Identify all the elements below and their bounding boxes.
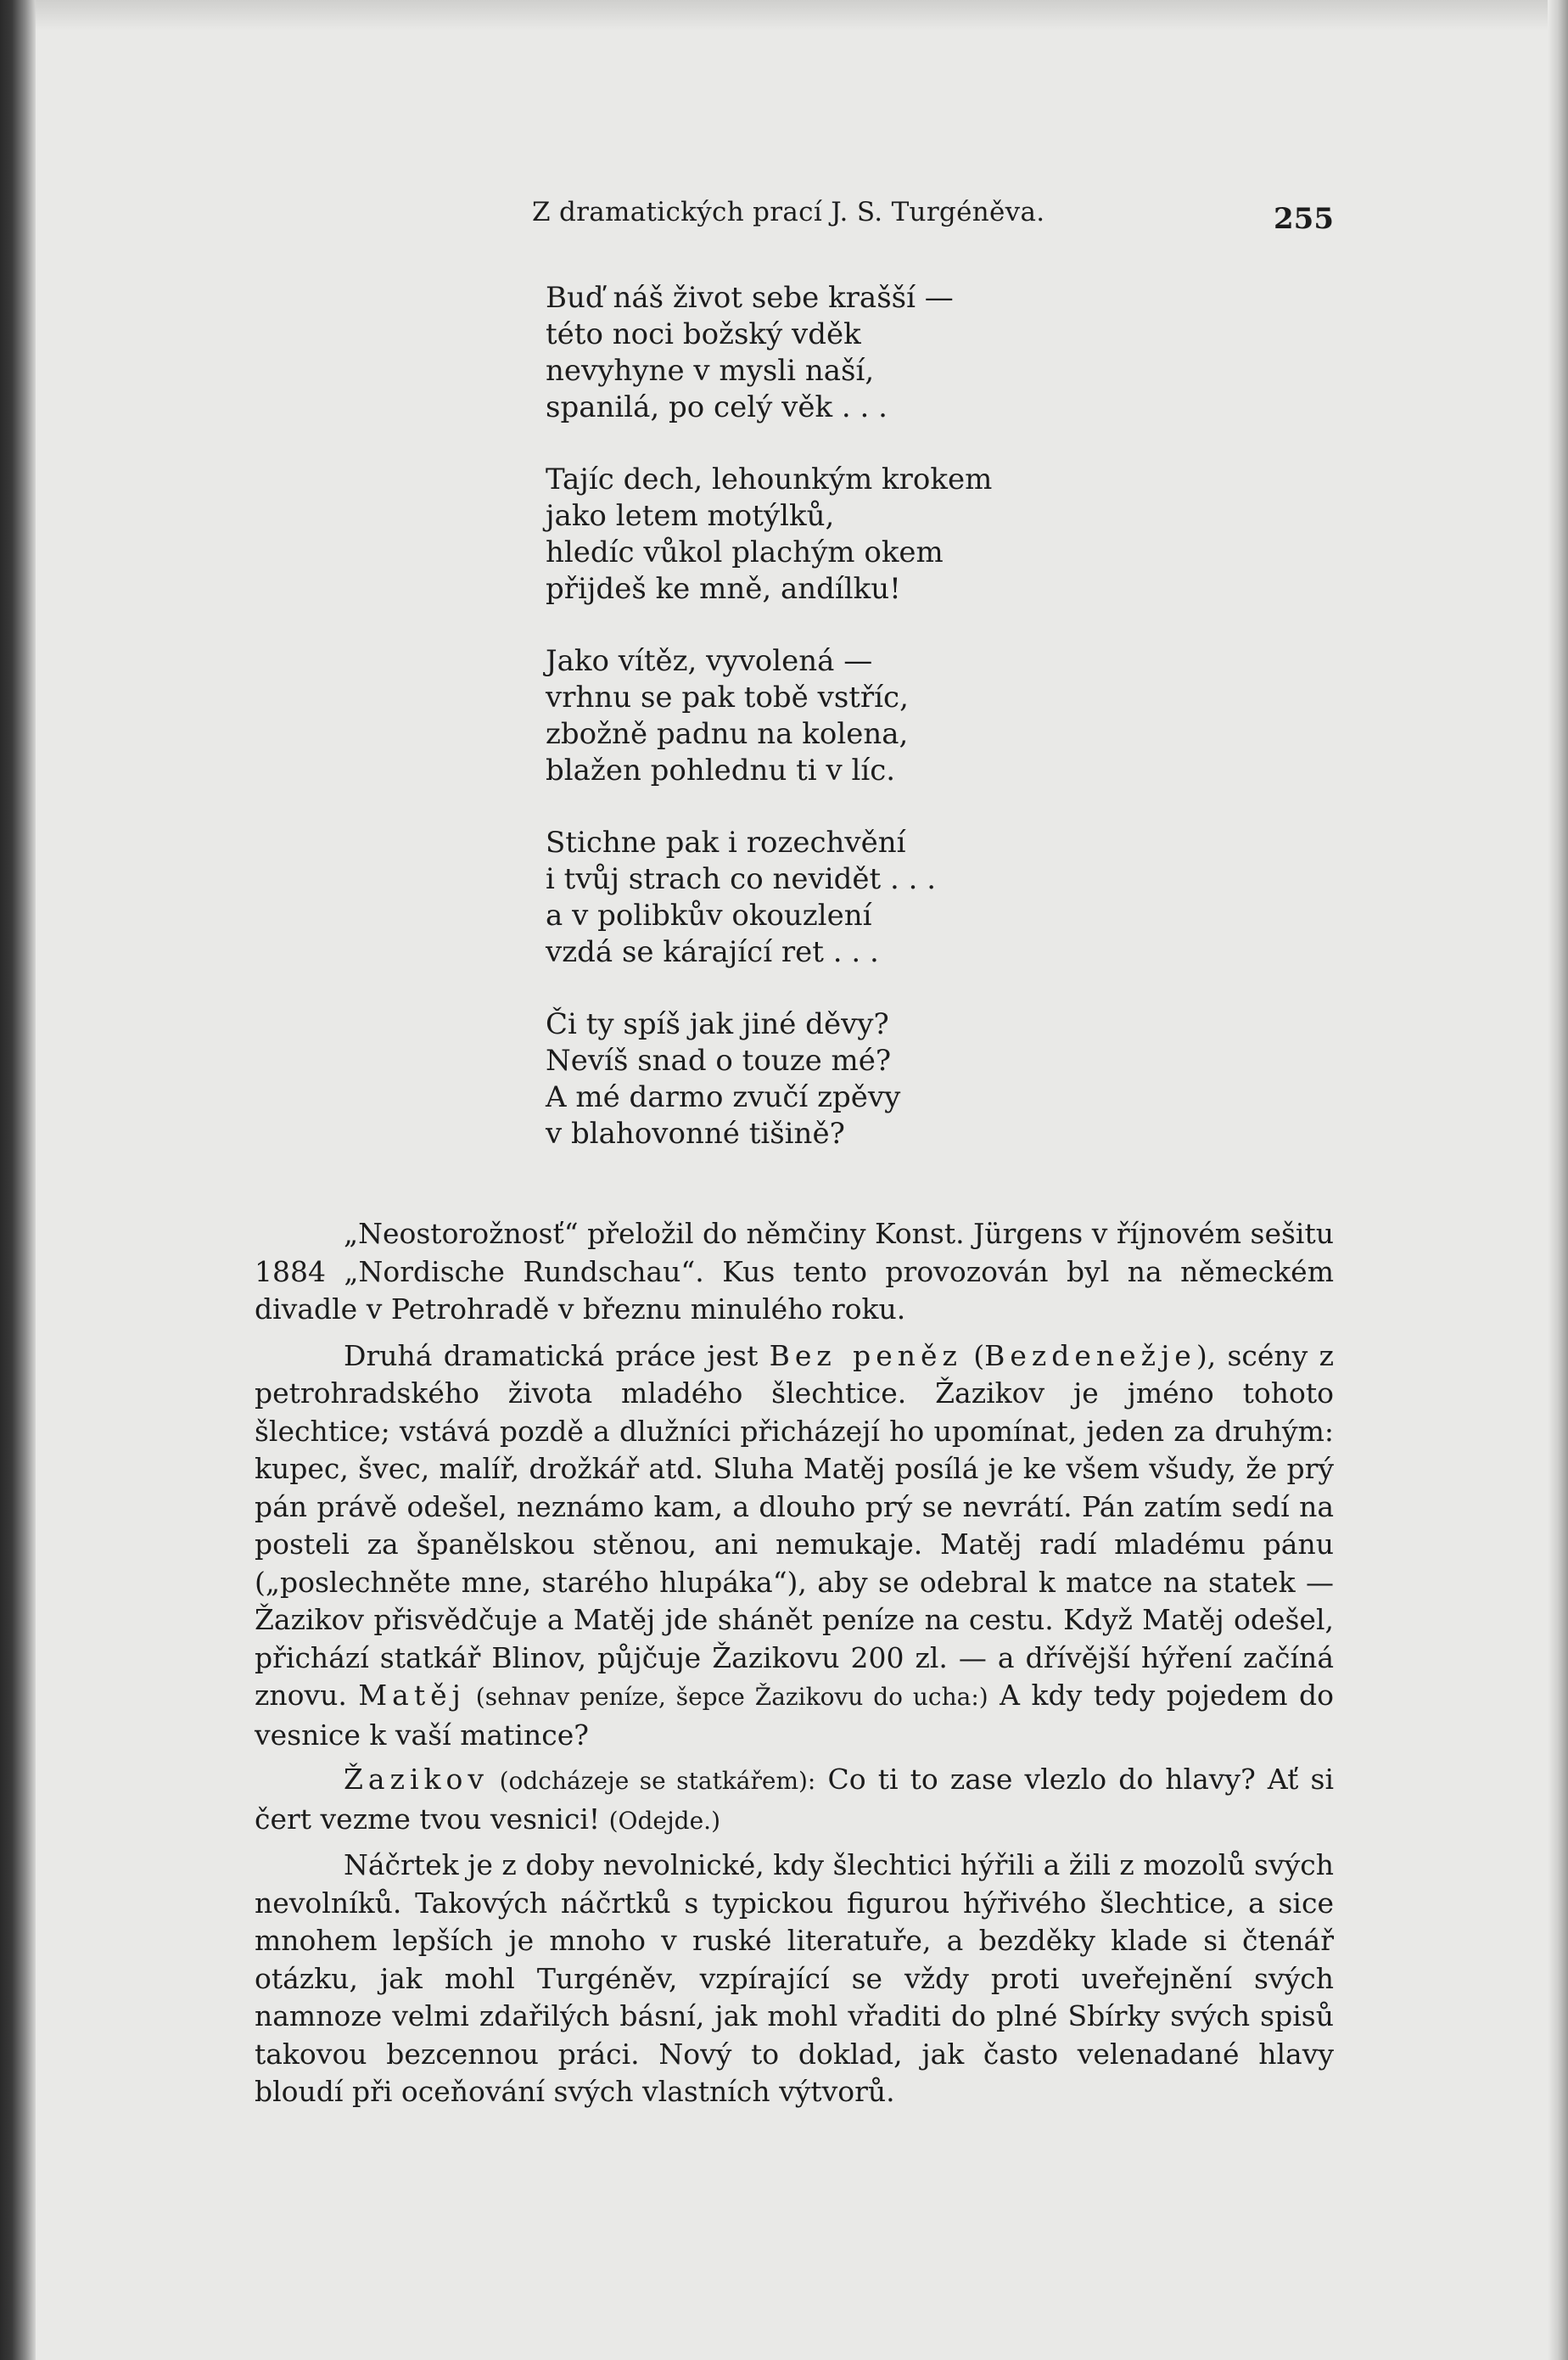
stage-direction: (sehnav peníze, šepce Žazikovu do ucha:) (465, 1683, 988, 1711)
poem-line: blažen pohlednu ti v líc. (546, 754, 896, 788)
poem-line: a v polibkův okouzlení (546, 899, 872, 933)
paragraph-commentary (255, 1847, 1334, 2111)
poem-stanza (546, 825, 1089, 971)
poem-line: přijdeš ke mně, andílku! (546, 572, 901, 606)
poem (546, 280, 1089, 1188)
poem-stanza (546, 643, 1089, 789)
poem-line: Tajíc dech, lehounkým krokem (546, 462, 993, 496)
poem-line: Nevíš snad o touze mé? (546, 1044, 892, 1078)
poem-line: jako letem motýlků, (546, 499, 835, 533)
poem-stanza (546, 280, 1089, 426)
poem-line: A mé darmo zvučí zpěvy (546, 1080, 901, 1114)
paragraph-play-summary (255, 1337, 1334, 1755)
poem-line: hledíc vůkol plachým okem (546, 535, 944, 569)
page-number: 255 (1274, 202, 1334, 236)
dialogue-text: Co ti to zase vlezlo do hlavy? Ať si čert vezme tvou vesnici! (255, 1763, 1335, 1836)
running-header (532, 197, 1334, 239)
poem-line: této noci božský vděk (546, 317, 861, 351)
paragraph-text: ( (961, 1338, 985, 1372)
paragraph-dialogue (255, 1761, 1334, 1840)
poem-line: vrhnu se pak tobě vstříc, (546, 681, 909, 715)
scan-right-edge (1548, 0, 1568, 2360)
scan-binding-edge (0, 0, 36, 2360)
scan-top-edge (0, 0, 1568, 31)
poem-line: Či ty spíš jak jiné děvy? (546, 1007, 889, 1041)
poem-line: Stichne pak i rozechvění (546, 826, 906, 860)
dialogue-text: A kdy tedy pojedem do vesnice k vaší matince? (255, 1679, 1334, 1752)
body-text (255, 1215, 1334, 2118)
poem-line: Jako vítěz, vyvolená — (546, 644, 873, 678)
speaker-name: Žazikov (344, 1763, 490, 1796)
poem-line: vzdá se kárající ret . . . (546, 935, 879, 969)
poem-line: spanilá, po celý věk . . . (546, 390, 888, 424)
paragraph-translation-note (255, 1215, 1334, 1329)
stage-direction: (odcházeje se statkářem): (489, 1767, 816, 1795)
paragraph-text: „Neostorožnosť“ přeložil do němčiny Konst. Jürgens v říjnovém sešitu 1884 „Nordische Rundschau“. Kus tento provozován byl na německém divadle v Petrohradě v březnu minulého roku. (255, 1217, 1334, 1326)
paragraph-text: Náčrtek je z doby nevolnické, kdy šlechtici hýřili a žili z mozolů svých nevolníků. Takových náčrtků s typickou figurou hýřivého šlechtice, a sice mnohem lepších je mnoho v ruské literatuře, a bezděky klade si čtenář otázku, jak mohl Turgéněv, vzpírající se vždy proti uveřejnění svých namnoze velmi zdařilých básní, jak mohl vřaditi do plné Sbírky svých spisů takovou bezcennou práci. Nový to doklad, jak často velenadané hlavy bloudí při oceňování svých vlastních výtvorů. (255, 1848, 1334, 2108)
poem-line: Buď náš život sebe krašší — (546, 281, 954, 315)
play-original-title: Bezdenežje (984, 1338, 1196, 1372)
poem-stanza (546, 1006, 1089, 1152)
stage-direction: (Odejde.) (608, 1806, 720, 1835)
running-title: Z dramatických prací J. S. Turgéněva. (532, 197, 1045, 227)
poem-line: zbožně padnu na kolena, (546, 717, 909, 751)
poem-line: v blahovonné tišině? (546, 1117, 845, 1151)
poem-line: i tvůj strach co nevidět . . . (546, 862, 936, 896)
speaker-name: Matěj (358, 1679, 466, 1712)
play-title: Bez peněz (769, 1338, 962, 1372)
poem-line: nevyhyne v mysli naší, (546, 354, 875, 388)
paragraph-text: ), scény z petrohradského života mladého šlechtice. Žazikov je jméno tohoto šlechtice; vstává pozdě a dlužníci přicházejí ho upomínat, jeden za druhým: kupec, švec, malíř, drožkář atd. Sluha Matěj posílá je ke všem všudy, že prý pán právě odešel, neznámo kam, a dlouho prý se nevrátí. Pán zatím sedí na posteli za španělskou stěnou, ani nemukaje. Matěj radí mladému pánu („poslechněte mne, starého hlupáka“), aby se odebral k matce na statek — Žazikov přisvědčuje a Matěj jde shánět peníze na cestu. Když Matěj odešel, přichází statkář Blinov, půjčuje Žazikovu 200 zl. — a dřívější hýření začíná znovu. (255, 1338, 1334, 1712)
poem-stanza (546, 462, 1089, 608)
paragraph-text: Druhá dramatická práce jest (344, 1338, 770, 1372)
